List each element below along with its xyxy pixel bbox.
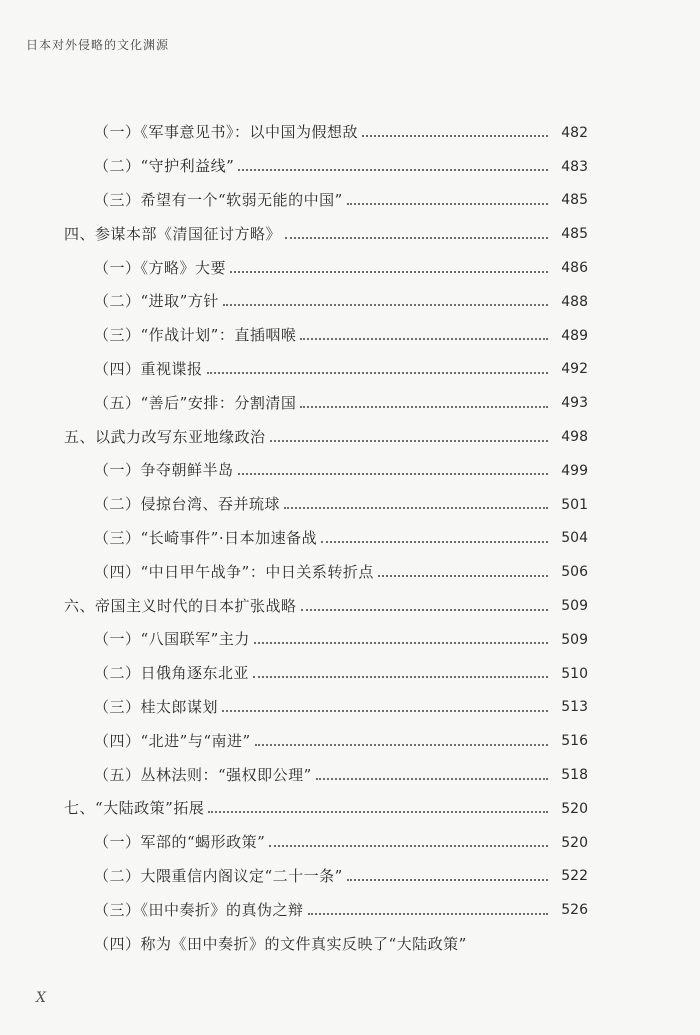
toc-entry	[0, 522, 700, 556]
toc-entry-page-number: 513	[561, 699, 588, 716]
toc-entry-page-number: 516	[561, 733, 588, 750]
toc-entry-title: （二）侵掠台湾、吞并琉球	[94, 495, 281, 514]
toc-entry-page-number: 509	[561, 598, 588, 615]
toc-entry-page-number: 509	[561, 631, 588, 648]
toc-entry-page-number: 493	[561, 395, 588, 412]
toc-entry	[0, 657, 700, 691]
toc-entry-title: （五）丛林法则：“强权即公理”	[94, 765, 312, 784]
toc-entry-page-number: 498	[561, 429, 588, 446]
toc-entry-title: （三）“长崎事件”·日本加速备战	[94, 528, 318, 547]
toc-entry-page-number: 520	[561, 834, 588, 851]
toc-entry-title: （一）争夺朝鲜半岛	[94, 461, 234, 480]
toc-entry-title: （四）重视谍报	[94, 359, 203, 378]
dot-leader	[269, 844, 548, 847]
toc-entry-title: （二）“进取”方针	[94, 292, 219, 311]
toc-entry-page-number: 526	[561, 902, 588, 919]
dot-leader	[223, 303, 548, 306]
toc-entry-title: （三）“作战计划”：直插咽喉	[94, 326, 297, 345]
toc-entry-title: （四）称为《田中奏折》的文件真实反映了“大陆政策”	[94, 934, 467, 953]
toc-entry-page-number: 506	[561, 564, 588, 581]
toc-entry	[0, 454, 700, 488]
toc-entry-title: 四、参谋本部《清国征讨方略》	[64, 224, 282, 243]
toc-entry-page-number: 499	[561, 462, 588, 479]
toc-entry-title: （四）“中日甲午战争”：中日关系转折点	[94, 562, 374, 581]
toc-entry	[0, 488, 700, 522]
toc-entry-title: （二）“守护利益线”	[94, 157, 235, 176]
dot-leader	[362, 134, 548, 137]
toc-entry	[0, 792, 700, 826]
toc-entry	[0, 758, 700, 792]
dot-leader	[316, 777, 548, 780]
toc-entry	[0, 860, 700, 894]
toc-entry-page-number: 492	[561, 361, 588, 378]
toc-entry	[0, 386, 700, 420]
toc-entry-page-number: 501	[561, 496, 588, 513]
toc-entry	[0, 116, 700, 150]
running-head: 日本对外侵略的文化渊源	[26, 38, 170, 52]
dot-leader	[255, 743, 548, 746]
toc-entry	[0, 217, 700, 251]
toc-entry-title: （三）希望有一个“软弱无能的中国”	[94, 190, 343, 209]
toc-entry	[0, 184, 700, 218]
page-folio: X	[36, 990, 46, 1006]
toc-entry	[0, 826, 700, 860]
dot-leader	[208, 810, 548, 813]
dot-leader	[207, 371, 548, 374]
toc-entry	[0, 319, 700, 353]
dot-leader	[321, 540, 548, 543]
toc-entry-title: （四）“北进”与“南进”	[94, 731, 251, 750]
toc-entry	[0, 251, 700, 285]
toc-entry-title: （一）《方略》大要	[94, 258, 227, 277]
toc-entry-title: 七、“大陆政策”拓展	[64, 799, 205, 818]
toc-entry-page-number: 485	[561, 192, 588, 209]
toc-entry	[0, 555, 700, 589]
dot-leader	[300, 405, 548, 408]
toc-entry-page-number: 504	[561, 530, 588, 547]
toc-entry-title: 五、以武力改写东亚地缘政治	[64, 427, 266, 446]
toc-entry-title: （二）日俄角逐东北亚	[94, 664, 250, 683]
dot-leader	[230, 270, 548, 273]
toc-entry-page-number: 482	[561, 124, 588, 141]
dot-leader	[284, 506, 548, 509]
toc-entry-title: （二）大隈重信内阁议定“二十一条”	[94, 866, 343, 885]
dot-leader	[378, 574, 548, 577]
toc-entry	[0, 285, 700, 319]
toc-entry-title: （一）“八国联军”主力	[94, 630, 250, 649]
toc-entry-page-number: 518	[561, 767, 588, 784]
dot-leader	[222, 709, 548, 712]
toc-entry-title: （五）“善后”安排：分割清国	[94, 393, 297, 412]
dot-leader	[347, 202, 548, 205]
toc-entry-page-number: 510	[561, 665, 588, 682]
dot-leader	[300, 337, 548, 340]
dot-leader	[270, 439, 548, 442]
toc-entry-page-number: 520	[561, 800, 588, 817]
dot-leader	[254, 641, 548, 644]
toc-entry	[0, 353, 700, 387]
dot-leader	[308, 912, 548, 915]
toc-entry	[0, 623, 700, 657]
toc-entry	[0, 724, 700, 758]
toc-entry-title: （三）《田中奏折》的真伪之辩	[94, 900, 304, 919]
toc-entry-page-number: 483	[561, 158, 588, 175]
dot-leader	[347, 878, 548, 881]
toc-entry	[0, 691, 700, 725]
toc-entry	[0, 927, 700, 961]
toc-entry-page-number: 486	[561, 260, 588, 277]
toc-entry-title: （三）桂太郎谋划	[94, 697, 219, 716]
toc-entry-page-number: 522	[561, 868, 588, 885]
toc-entry	[0, 150, 700, 184]
toc-entry-title: （一）《军事意见书》：以中国为假想敌	[94, 123, 359, 142]
toc-entry-page-number: 489	[561, 327, 588, 344]
toc-entry-title: （一）军部的“蝎形政策”	[94, 833, 266, 852]
toc-entry	[0, 589, 700, 623]
toc-entry-page-number: 488	[561, 293, 588, 310]
toc-entry-page-number: 485	[561, 226, 588, 243]
dot-leader	[285, 236, 548, 239]
dot-leader	[238, 168, 548, 171]
dot-leader	[301, 608, 548, 611]
toc-entry	[0, 420, 700, 454]
dot-leader	[253, 675, 548, 678]
toc-entry	[0, 893, 700, 927]
toc-entry-title: 六、帝国主义时代的日本扩张战略	[64, 596, 297, 615]
table-of-contents	[0, 116, 700, 961]
dot-leader	[238, 472, 548, 475]
